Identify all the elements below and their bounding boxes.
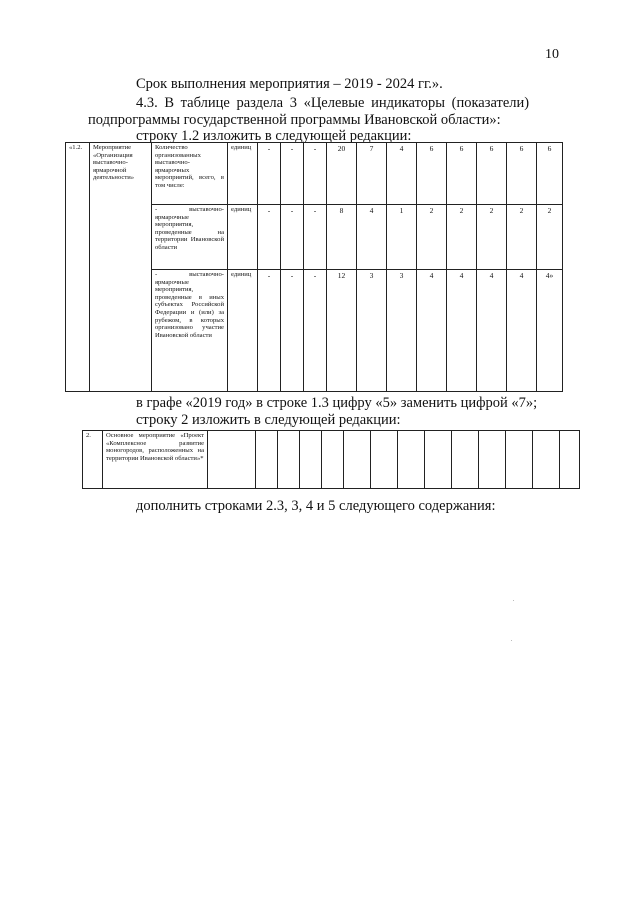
indicator-name-cell: - выставочно-ярмарочные мероприятия, проведенные на территории Ивановской области <box>152 205 228 270</box>
paragraph-section-header-line1: 4.3. В таблице раздела 3 «Целевые индикаторы (показатели) <box>136 95 530 111</box>
table-row <box>83 431 580 489</box>
value-cell: 20 <box>327 143 357 205</box>
event-name-cell: Мероприятие «Организация выставочно-ярмарочной деятельности» <box>90 143 152 392</box>
value-cell: - <box>304 143 327 205</box>
empty-cell <box>322 431 344 489</box>
value-cell: 3 <box>387 270 417 392</box>
value-cell: 2 <box>507 205 537 270</box>
table-row <box>66 143 563 205</box>
paragraph-section-header-line2: подпрограммы государственной программы Ивановской области»: <box>88 112 501 128</box>
scan-smudge <box>511 640 512 641</box>
empty-cell <box>479 431 506 489</box>
empty-cell <box>208 431 256 489</box>
indicator-name-cell: Количество организованных выставочно-ярмарочных мероприятий, всего, в том числе: <box>152 143 228 205</box>
empty-cell <box>533 431 560 489</box>
value-cell: 6 <box>507 143 537 205</box>
row-number-cell: «1.2. <box>66 143 90 392</box>
value-cell: 6 <box>537 143 563 205</box>
value-cell: - <box>258 205 281 270</box>
paragraph-add-rows: дополнить строками 2.3, 3, 4 и 5 следующего содержания: <box>136 498 496 514</box>
empty-cell <box>256 431 278 489</box>
value-cell: - <box>304 205 327 270</box>
value-cell: - <box>304 270 327 392</box>
indicator-table-row-1-2 <box>65 142 563 392</box>
value-cell: 8 <box>327 205 357 270</box>
scan-smudge <box>513 600 514 601</box>
value-cell: 4 <box>357 205 387 270</box>
indicator-name-cell: - выставочно-ярмарочные мероприятия, проведенные в иных субъектах Российской Федерации и (или) за рубежом, в которых организовано участие Ивановской области <box>152 270 228 392</box>
empty-cell <box>452 431 479 489</box>
value-cell: - <box>281 205 304 270</box>
value-cell: 4» <box>537 270 563 392</box>
empty-cell <box>371 431 398 489</box>
value-cell: 7 <box>357 143 387 205</box>
empty-cell <box>300 431 322 489</box>
value-cell: 4 <box>477 270 507 392</box>
unit-cell: единиц <box>228 205 258 270</box>
value-cell: 2 <box>417 205 447 270</box>
value-cell: 4 <box>507 270 537 392</box>
empty-cell <box>278 431 300 489</box>
value-cell: - <box>258 270 281 392</box>
value-cell: 6 <box>417 143 447 205</box>
empty-cell <box>398 431 425 489</box>
value-cell: 12 <box>327 270 357 392</box>
indicator-table-row-2 <box>82 430 580 489</box>
value-cell: 4 <box>447 270 477 392</box>
value-cell: 4 <box>417 270 447 392</box>
paragraph-row-1-2-intro: строку 1.2 изложить в следующей редакции: <box>136 128 412 144</box>
value-cell: 1 <box>387 205 417 270</box>
value-cell: 4 <box>387 143 417 205</box>
unit-cell: единиц <box>228 143 258 205</box>
paragraph-row-1-3-change: в графе «2019 год» в строке 1.3 цифру «5» заменить цифрой «7»; <box>136 395 538 411</box>
value-cell: 3 <box>357 270 387 392</box>
empty-cell <box>506 431 533 489</box>
value-cell: 6 <box>447 143 477 205</box>
paragraph-row-2-intro: строку 2 изложить в следующей редакции: <box>136 412 401 428</box>
value-cell: 2 <box>537 205 563 270</box>
paragraph-deadline: Срок выполнения мероприятия – 2019 - 2024 гг.». <box>136 76 443 92</box>
value-cell: - <box>281 270 304 392</box>
empty-cell <box>560 431 580 489</box>
event-name-cell: Основное мероприятие «Проект «Комплексное развитие моногородов, расположенных на территории Ивановской области»* <box>103 431 208 489</box>
value-cell: - <box>258 143 281 205</box>
empty-cell <box>344 431 371 489</box>
value-cell: 2 <box>477 205 507 270</box>
unit-cell: единиц <box>228 270 258 392</box>
row-number-cell: 2. <box>83 431 103 489</box>
page-number: 10 <box>545 47 559 62</box>
value-cell: 6 <box>477 143 507 205</box>
value-cell: - <box>281 143 304 205</box>
value-cell: 2 <box>447 205 477 270</box>
empty-cell <box>425 431 452 489</box>
